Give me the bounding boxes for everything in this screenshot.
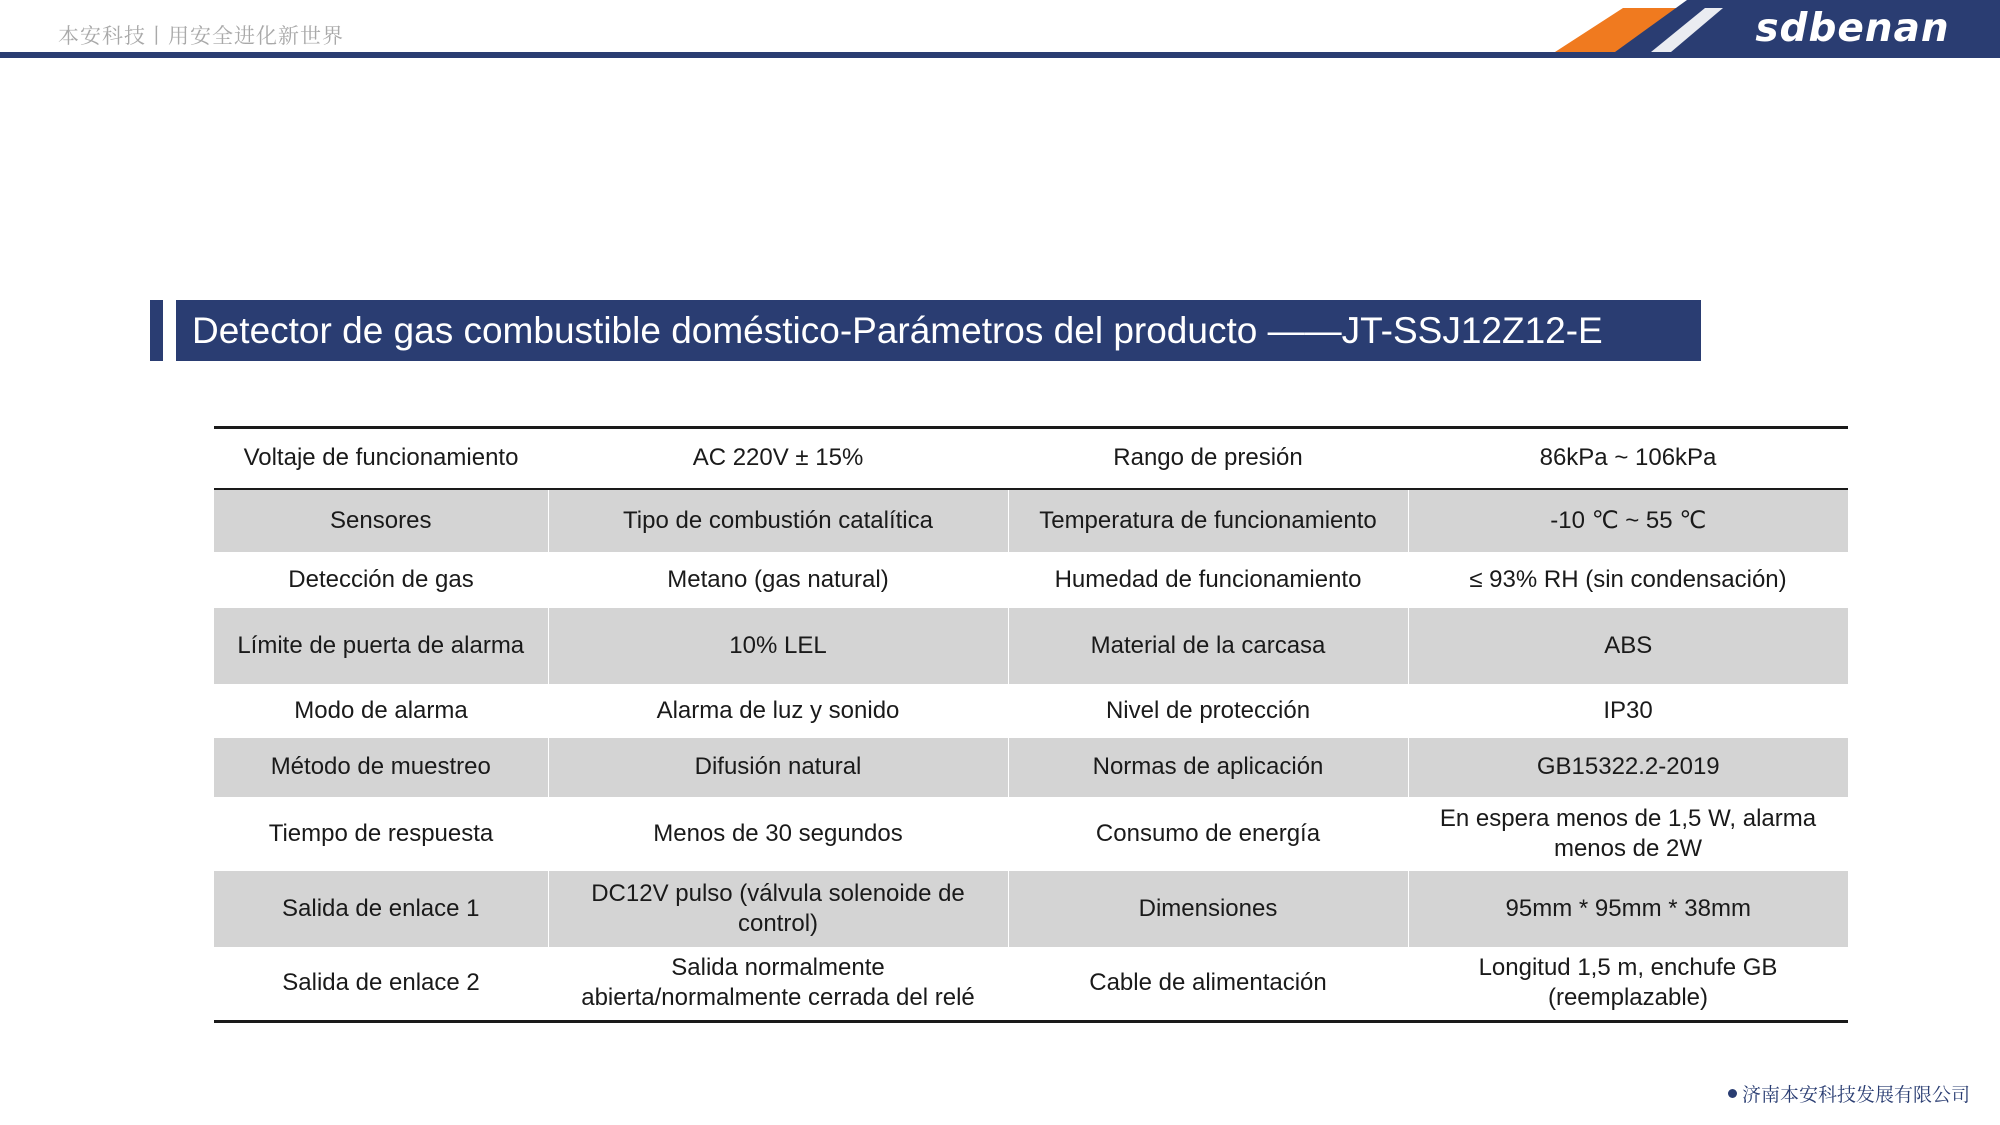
table-row (214, 552, 1848, 608)
param-value: AC 220V ± 15% (548, 428, 1008, 489)
param-label: Detección de gas (288, 565, 474, 593)
table-row (214, 797, 1848, 871)
param-value: Tipo de combustión catalítica (548, 489, 1008, 552)
table-row (214, 947, 1848, 1022)
title-accent-bar (150, 300, 163, 361)
param-value: DC12V pulso (válvula solenoide de control) (548, 871, 1008, 947)
param-value: Menos de 30 segundos (653, 819, 903, 847)
param-value: ABS (1408, 608, 1848, 684)
param-label: Rango de presión (1008, 428, 1408, 489)
table-row (214, 684, 1848, 738)
param-label: Consumo de energía (1095, 819, 1321, 847)
table-row (214, 489, 1848, 552)
param-label: Salida de enlace 1 (214, 871, 548, 947)
param-label: Sensores (214, 489, 548, 552)
table-row (214, 428, 1848, 489)
footer-company (1728, 1080, 1970, 1107)
table-row (214, 608, 1848, 684)
param-label: Humedad de funcionamiento (1054, 565, 1362, 593)
param-label: Material de la carcasa (1008, 608, 1408, 684)
param-label: Límite de puerta de alarma (214, 608, 548, 684)
param-value: 86kPa ~ 106kPa (1408, 428, 1848, 489)
param-value: 95mm * 95mm * 38mm (1408, 871, 1848, 947)
page-title: Detector de gas combustible doméstico-Parámetros del producto ——JT-SSJ12Z12-E (176, 300, 1701, 361)
footer-company-name: 济南本安科技发展有限公司 (1741, 1084, 1970, 1106)
param-label: Voltaje de funcionamiento (214, 428, 548, 489)
param-value: Difusión natural (548, 738, 1008, 797)
param-value: Metano (gas natural) (667, 565, 889, 593)
param-value: Alarma de luz y sonido (656, 696, 900, 724)
param-label: Temperatura de funcionamiento (1008, 489, 1408, 552)
bullet-icon (1728, 1089, 1737, 1098)
param-label: Nivel de protección (1105, 696, 1311, 724)
param-value: Salida normalmente abierta/normalmente cerrada del relé (581, 954, 975, 1012)
param-label: Dimensiones (1008, 871, 1408, 947)
param-label: Tiempo de respuesta (268, 819, 494, 847)
param-label: Salida de enlace 2 (282, 969, 480, 997)
param-value: IP30 (1603, 696, 1653, 724)
table-row (214, 738, 1848, 797)
header-tagline: 本安科技丨用安全进化新世界 (58, 24, 344, 48)
brand-logo (1555, 0, 2000, 58)
brand-wordmark: sdbenan (1755, 6, 1950, 51)
param-value: ≤ 93% RH (sin condensación) (1469, 565, 1787, 593)
param-label: Normas de aplicación (1008, 738, 1408, 797)
param-value: Longitud 1,5 m, enchufe GB (reemplazable) (1478, 954, 1778, 1012)
param-label: Cable de alimentación (1089, 969, 1327, 997)
param-value: GB15322.2-2019 (1408, 738, 1848, 797)
param-value: 10% LEL (548, 608, 1008, 684)
param-value: En espera menos de 1,5 W, alarma menos de 2W (1439, 804, 1817, 862)
parameters-table (214, 426, 1848, 1023)
param-label: Modo de alarma (294, 696, 468, 724)
param-label: Método de muestreo (214, 738, 548, 797)
table-row (214, 871, 1848, 947)
param-value: -10 ℃ ~ 55 ℃ (1408, 489, 1848, 552)
